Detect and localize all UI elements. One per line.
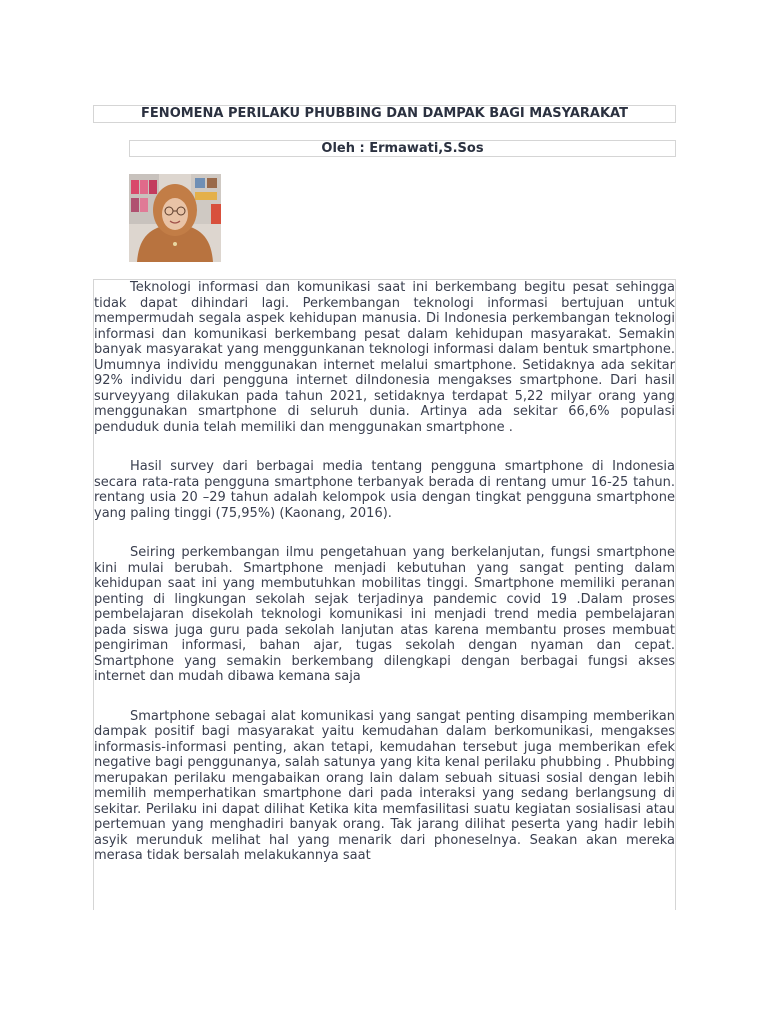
author-portrait-image [129,174,221,262]
paragraph-2: Hasil survey dari berbagai media tentang pengguna smartphone di Indonesia secara rata-rata pengguna smartphone terbanyak berada di rentang umur 16-25 tahun. rentang usia 20 –29 tahun adalah kelompok usia dengan tingkat pengguna smartphone yang paling tinggi (75,95%) (Kaonang, 2016). [94,459,675,521]
paragraph-3: Seiring perkembangan ilmu pengetahuan yang berkelanjutan, fungsi smartphone kini mulai berubah. Smartphone menjadi kebutuhan yang sangat penting dalam kehidupan saat ini yang membutuhkan mobilitas tinggi. Smartphone memiliki peranan penting di lingkungan sekolah sejak terjadinya pandemic covid 19 .Dalam proses pembelajaran disekolah teknologi komunikasi ini menjadi trend media pembelajaran pada siswa juga guru pada sekolah lanjutan atas karena membantu proses membuat pengiriman informasi, bahan ajar, tugas sekolah dengan nyaman dan cepat. Smartphone yang semakin berkembang dilengkapi dengan berbagai fungsi akses internet dan mudah dibawa kemana saja [94,545,675,684]
paragraph-4: Smartphone sebagai alat komunikasi yang sangat penting disamping memberikan dampak positif bagi masyarakat yaitu kemudahan dalam berkomunikasi, mengakses informasis-informasi penting, akan tetapi, kemudahan tersebut juga memberikan efek negative bagi penggunanya, salah satunya yang kita kenal perilaku phubbing . Phubbing merupakan perilaku mengabaikan orang lain dalam sebuah situasi sosial dengan lebih memilih memperhatikan smartphone dari pada interaksi yang sedang berlangsung di sekitar. Perilaku ini dapat dilihat Ketika kita memfasilitasi suatu kegiatan sosialisasi atau pertemuan yang menghadiri banyak orang. Tak jarang dilihat peserta yang hadir lebih asyik merunduk melihat hal yang menarik dari phoneselnya. Seakan akan mereka merasa tidak bersalah melakukannya saat [94,708,675,863]
document-title: FENOMENA PERILAKU PHUBBING DAN DAMPAK BAGI MASYARAKAT [93,105,676,123]
author-photo [129,174,221,262]
author-line: Oleh : Ermawati,S.Sos [129,140,676,157]
article-body [93,279,676,910]
paragraph-1: Teknologi informasi dan komunikasi saat ini berkembang begitu pesat sehingga tidak dapat dihindari lagi. Perkembangan teknologi informasi bertujuan untuk mempermudah segala aspek kehidupan manusia. Di Indonesia perkembangan teknologi informasi dan komunikasi berkembang pesat dalam kehidupan masyarakat. Semakin banyak masyarakat yang menggunkanan teknologi informasi dalam bentuk smartphone. Umumnya individu menggunakan internet melalui smartphone. Setidaknya ada sekitar 92% individu dari pengguna internet diIndonesia mengakses smartphone. Dari hasil surveyyang dilakukan pada tahun 2021, setidaknya terdapat 5,22 milyar orang yang menggunakan smartphone di seluruh dunia. Artinya ada sekitar 66,6% populasi penduduk dunia telah memiliki dan menggunakan smartphone . [94,280,675,435]
